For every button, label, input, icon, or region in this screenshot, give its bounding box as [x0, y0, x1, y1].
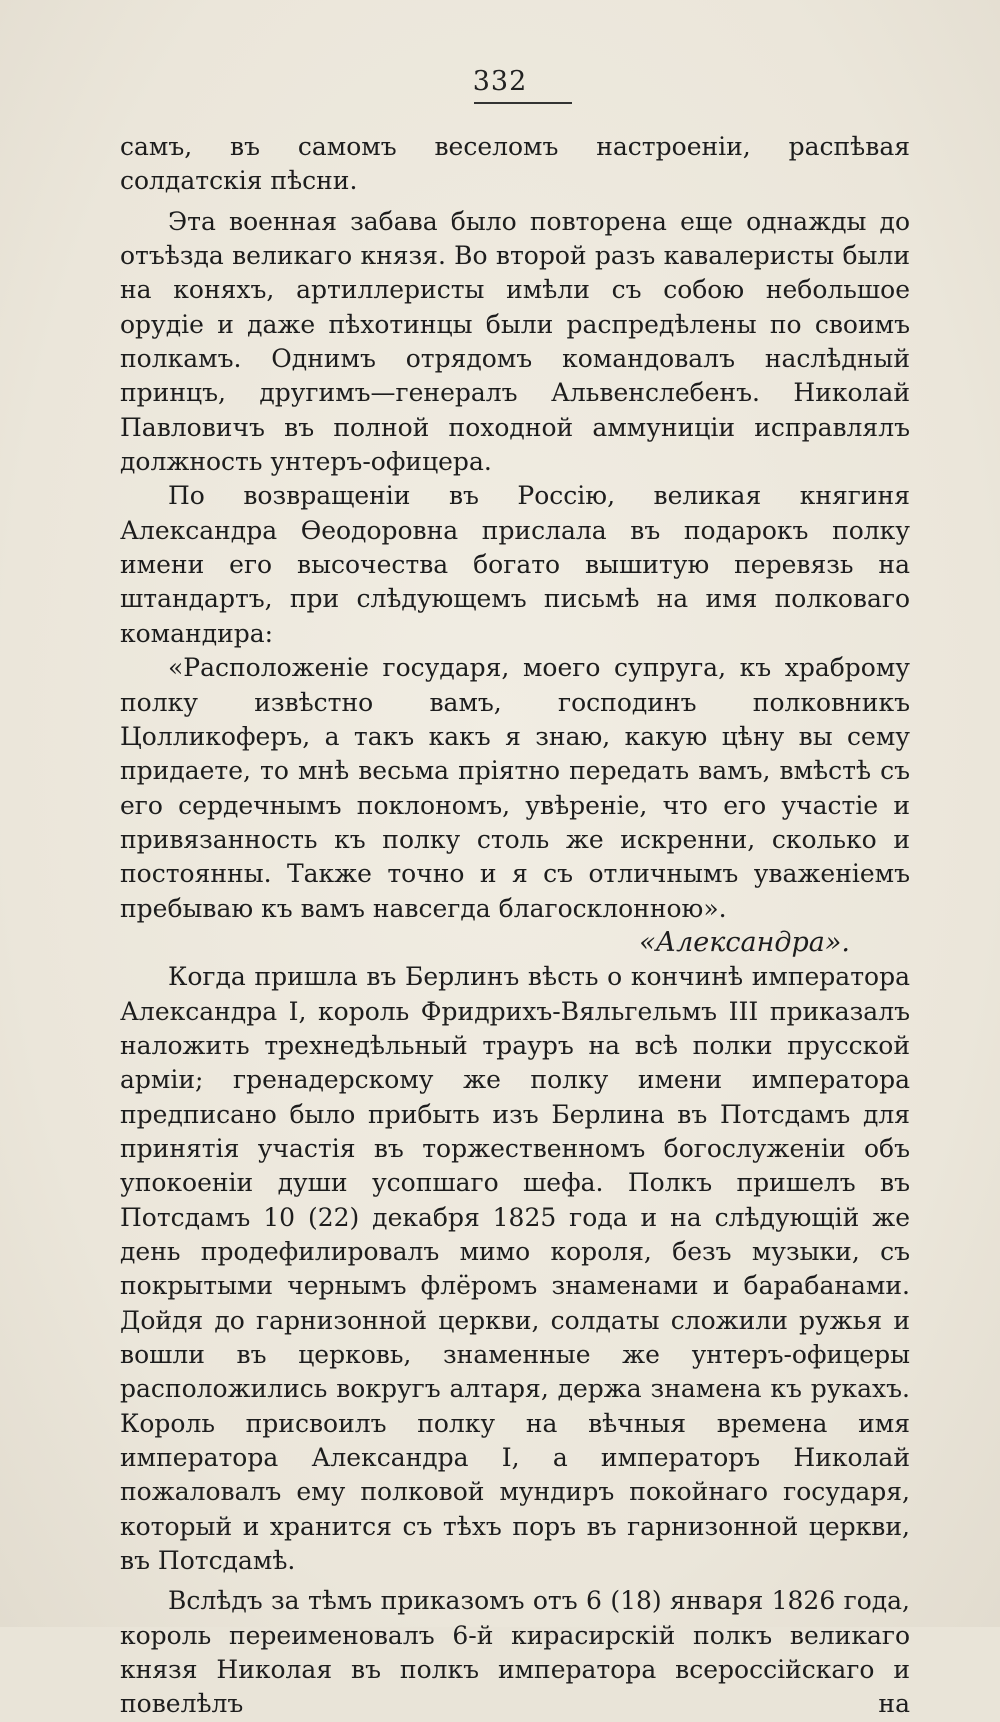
page-number-rule	[474, 102, 572, 104]
page-number: 332	[472, 66, 528, 97]
paragraph-military-game: Эта военная забава было повторена еще однажды до отъѣзда великаго князя. Во второй разъ кавалеристы были на коняхъ, артиллеристы имѣли съ собою небольшое орудіе и даже пѣхотинцы были распредѣлены по своимъ полкамъ. Однимъ отрядомъ командовалъ наслѣдный принцъ, другимъ—генералъ Альвенслебенъ. Николай Павловичъ въ полной походной аммуниціи исправлялъ должность унтеръ-офицера.	[120, 206, 910, 477]
paragraph-continuation: самъ, въ самомъ веселомъ настроеніи, распѣвая солдатскія пѣсни.	[120, 132, 910, 196]
body-text	[120, 130, 910, 1722]
paragraph-mourning: Когда пришла въ Берлинъ вѣсть о кончинѣ императора Александра I, король Фридрихъ-Вяльгельмъ III приказалъ наложить трехнедѣльный трауръ на всѣ полки прусской арміи; гренадерскому же полку имени императора предписано было прибыть изъ Берлина въ Потсдамъ для принятія участія въ торжественномъ богослуженіи объ упокоеніи души усопшаго шефа. Полкъ пришелъ въ Потсдамъ 10 (22) декабря 1825 года и на слѣдующій же день продефилировалъ мимо короля, безъ музыки, съ покрытыми чернымъ флёромъ знаменами и барабанами. Дойдя до гарнизонной церкви, солдаты сложили ружья и вошли въ церковь, знаменные же унтеръ-офицеры расположились вокругъ алтаря, держа знамена къ рукахъ. Король присвоилъ полку на вѣчныя времена имя императора Александра I, а императоръ Николай пожаловалъ ему полковой мундиръ покойнаго государя, который и хранится съ тѣхъ поръ въ гарнизонной церкви, въ Потсдамѣ.	[120, 962, 910, 1576]
paragraph-return-to-russia: По возвращеніи въ Россію, великая княгиня Александра Ѳеодоровна прислала въ подарокъ полку имени его высочества богато вышитую перевязь на штандартъ, при слѣдующемъ письмѣ на имя полковаго командира:	[120, 481, 910, 648]
paragraph-cuirassier-regiment: Вслѣдъ за тѣмъ приказомъ отъ 6 (18) января 1826 года, король переименовалъ 6-й кирасирскій полкъ великаго князя Николая въ полкъ императора всероссійскаго и повелѣлъ на	[120, 1586, 910, 1719]
paragraph-letter-quote: «Расположеніе государя, моего супруга, къ храброму полку извѣстно вамъ, господинъ полковникъ Цолликоферъ, а такъ какъ я знаю, какую цѣну вы сему придаете, то мнѣ весьма пріятно передать вамъ, вмѣстѣ съ его сердечнымъ поклономъ, увѣреніе, что его участіе и привязанность къ полку столь же искренни, сколько и постоянны. Также точно и я съ отличнымъ уваженіемъ пребываю къ вамъ навсегда благосклонною».	[120, 653, 910, 923]
letter-signature: «Александра».	[639, 926, 850, 958]
